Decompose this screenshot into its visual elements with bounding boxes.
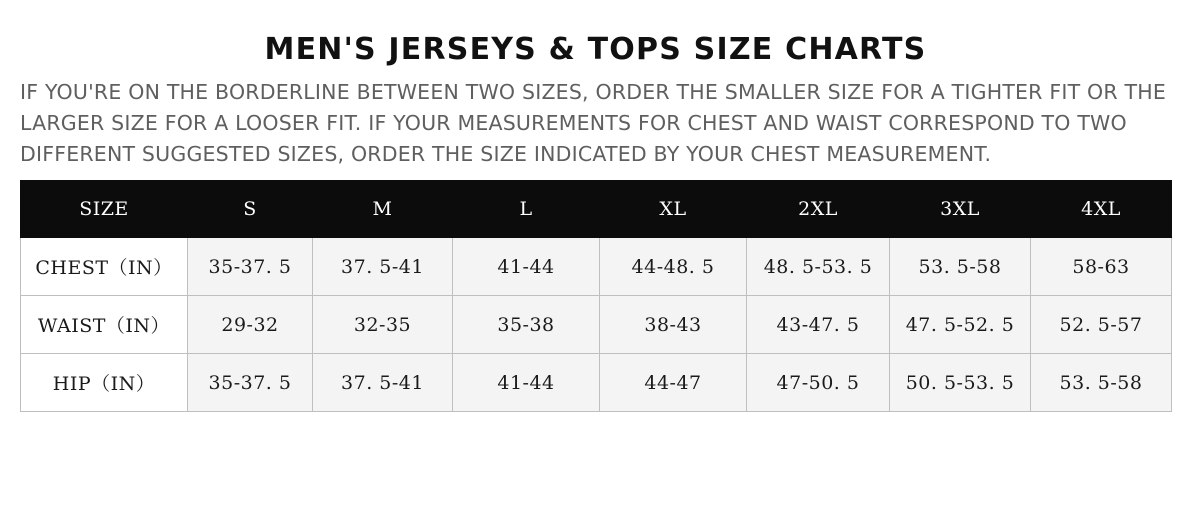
table-header-row: [21, 181, 1172, 238]
cell-hip-s: 35-37. 5: [188, 354, 313, 412]
row-label-waist: WAIST（IN）: [21, 296, 188, 354]
table-row: [21, 296, 1172, 354]
cell-waist-3xl: 47. 5-52. 5: [890, 296, 1031, 354]
column-header-4xl: 4XL: [1031, 181, 1172, 238]
table-row: [21, 354, 1172, 412]
row-label-chest: CHEST（IN）: [21, 238, 188, 296]
cell-chest-2xl: 48. 5-53. 5: [747, 238, 890, 296]
cell-chest-xl: 44-48. 5: [600, 238, 747, 296]
column-header-3xl: 3XL: [890, 181, 1031, 238]
intro-paragraph: IF YOU'RE ON THE BORDERLINE BETWEEN TWO SIZES, ORDER THE SMALLER SIZE FOR A TIGHTER FIT OR THE LARGER SIZE FOR A LOOSER FIT. IF YOUR MEASUREMENTS FOR CHEST AND WAIST CORRESPOND TO TWO DIFFERENT SUGGESTED SIZES, ORDER THE SIZE INDICATED BY YOUR CHEST MEASUREMENT.: [20, 80, 1167, 167]
size-chart-table: [20, 180, 1172, 412]
column-header-size: SIZE: [21, 181, 188, 238]
cell-chest-s: 35-37. 5: [188, 238, 313, 296]
cell-hip-l: 41-44: [453, 354, 600, 412]
cell-hip-xl: 44-47: [600, 354, 747, 412]
cell-hip-m: 37. 5-41: [313, 354, 453, 412]
column-header-l: L: [453, 181, 600, 238]
table-row: [21, 238, 1172, 296]
row-label-hip: HIP（IN）: [21, 354, 188, 412]
cell-waist-m: 32-35: [313, 296, 453, 354]
cell-hip-4xl: 53. 5-58: [1031, 354, 1172, 412]
column-header-2xl: 2XL: [747, 181, 890, 238]
cell-hip-2xl: 47-50. 5: [747, 354, 890, 412]
cell-waist-4xl: 52. 5-57: [1031, 296, 1172, 354]
column-header-m: M: [313, 181, 453, 238]
column-header-s: S: [188, 181, 313, 238]
cell-waist-xl: 38-43: [600, 296, 747, 354]
cell-chest-3xl: 53. 5-58: [890, 238, 1031, 296]
cell-waist-2xl: 43-47. 5: [747, 296, 890, 354]
cell-chest-4xl: 58-63: [1031, 238, 1172, 296]
cell-chest-m: 37. 5-41: [313, 238, 453, 296]
cell-hip-3xl: 50. 5-53. 5: [890, 354, 1031, 412]
cell-waist-l: 35-38: [453, 296, 600, 354]
cell-chest-l: 41-44: [453, 238, 600, 296]
cell-waist-s: 29-32: [188, 296, 313, 354]
page-title: MEN'S JERSEYS & TOPS SIZE CHARTS: [264, 32, 927, 67]
column-header-xl: XL: [600, 181, 747, 238]
